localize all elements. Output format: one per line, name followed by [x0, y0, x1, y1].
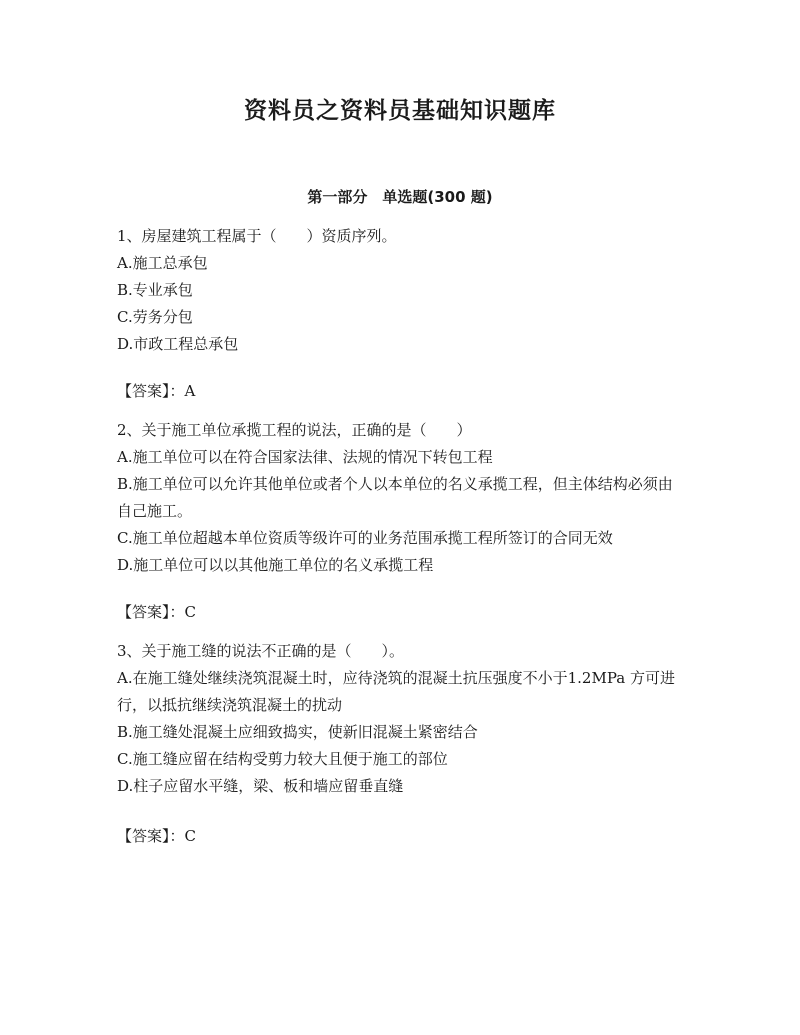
question-stem: 1、房屋建筑工程属于（ ）资质序列。 — [117, 227, 397, 245]
option-c: C.施工缝应留在结构受剪力较大且便于施工的部位 — [117, 750, 448, 768]
answer-line: 【答案】：C — [117, 603, 196, 621]
option-a: A.施工单位可以在符合国家法律、法规的情况下转包工程 — [117, 448, 493, 466]
option-b: B.专业承包 — [117, 281, 193, 299]
option-d: D.施工单位可以以其他施工单位的名义承揽工程 — [117, 556, 434, 574]
question-list — [117, 223, 677, 862]
option-a: A.在施工缝处继续浇筑混凝土时，应待浇筑的混凝土抗压强度不小于1.2MPa 方可进行，以抵抗继续浇筑混凝土的扰动 — [117, 669, 675, 714]
question-stem: 3、关于施工缝的说法不正确的是（ ）。 — [117, 642, 405, 660]
question-3 — [117, 638, 677, 850]
option-b: B.施工缝处混凝土应细致捣实，使新旧混凝土紧密结合 — [117, 723, 478, 741]
question-1 — [117, 223, 677, 405]
question-2 — [117, 417, 677, 626]
answer-line: 【答案】：C — [117, 827, 196, 845]
question-stem: 2、关于施工单位承揽工程的说法，正确的是（ ） — [117, 421, 472, 439]
answer-line: 【答案】：A — [117, 382, 196, 400]
option-d: D.市政工程总承包 — [117, 335, 239, 353]
option-c: C.施工单位超越本单位资质等级许可的业务范围承揽工程所签订的合同无效 — [117, 529, 613, 547]
option-d: D.柱子应留水平缝，梁、板和墙应留垂直缝 — [117, 777, 404, 795]
option-c: C.劳务分包 — [117, 308, 193, 326]
option-b: B.施工单位可以允许其他单位或者个人以本单位的名义承揽工程，但主体结构必须由自己施工。 — [117, 475, 673, 520]
option-a: A.施工总承包 — [117, 254, 208, 272]
document-title: 资料员之资料员基础知识题库 — [244, 98, 556, 124]
section-title: 第一部分 单选题(300 题) — [307, 188, 493, 206]
